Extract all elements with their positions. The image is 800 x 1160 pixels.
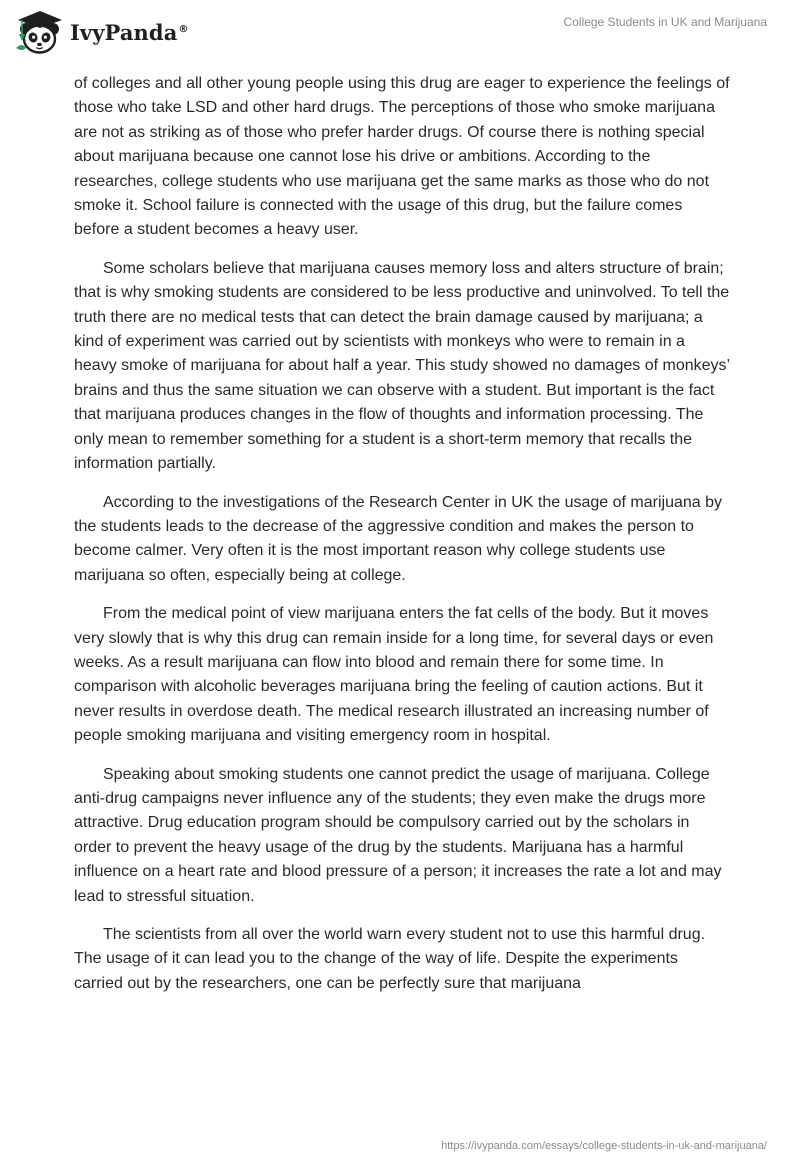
paragraph-6: The scientists from all over the world warn every student not to use this harmful drug. The usage of it can lead you to the change of the way of life. Despite the experiments carried out by the researchers, one can be perfectly sure that marijuana bbox=[74, 926, 706, 992]
panda-graduate-icon bbox=[14, 8, 66, 56]
logo-wordmark bbox=[70, 20, 189, 45]
document-title: College Students in UK and Marijuana bbox=[563, 15, 767, 29]
paragraph-1: of colleges and all other young people using this drug are eager to experience the feelings of those who take LSD and other hard drugs. The perceptions of those who smoke marijuana are not as striking as of those who prefer harder drugs. Of course there is nothing special about marijuana because one cannot lose his drive or ambitions. According to the researches, college students who use marijuana get the same marks as those who do not smoke it. School failure is connected with the usage of this drug, but the failure comes before a student becomes a heavy user. bbox=[74, 75, 730, 239]
source-url-link[interactable]: https://ivypanda.com/essays/college-students-in-uk-and-marijuana/ bbox=[441, 1140, 767, 1152]
ivypanda-logo[interactable] bbox=[14, 8, 189, 56]
page-header bbox=[0, 0, 800, 64]
paragraph-3: According to the investigations of the Research Center in UK the usage of marijuana by the students leads to the decrease of the aggressive condition and makes the person to become calmer. Very often it is the most important reason why college students use marijuana so often, especially being at college. bbox=[74, 493, 723, 584]
paragraph-4: From the medical point of view marijuana enters the fat cells of the body. But it moves very slowly that is why this drug can remain inside for a long time, for several days or even weeks. As a result marijuana can flow into blood and remain there for some time. In comparison with alcoholic beverages marijuana bring the feeling of caution actions. But it never results in overdose death. The medical research illustrated an increasing number of people smoking marijuana and visiting emergency room in hospital. bbox=[74, 605, 714, 745]
essay-body bbox=[74, 72, 730, 1010]
registered-mark: ® bbox=[178, 23, 189, 35]
logo-text: IvyPanda bbox=[70, 19, 178, 45]
paragraph-2: Some scholars believe that marijuana causes memory loss and alters structure of brain; that is why smoking students are considered to be less productive and uninvolved. To tell the truth there are no medical tests that can detect the brain damage caused by marijuana; a kind of experiment was carried out by scientists with monkeys who were to remain in a heavy smoke of marijuana for about half a year. This study showed no damages of monkeys’ brains and thus the same situation we can observe with a student. But important is the fact that marijuana produces changes in the flow of thoughts and information processing. The only mean to remember something for a student is a short-term memory that recalls the information partially. bbox=[74, 259, 730, 473]
paragraph-5: Speaking about smoking students one cannot predict the usage of marijuana. College anti-drug campaigns never influence any of the students; they even make the drugs more attractive. Drug education program should be compulsory carried out by the scholars in order to prevent the heavy usage of the drug by the students. Marijuana has a harmful influence on a heart rate and blood pressure of a person; it increases the rate a lot and may lead to stressful situation. bbox=[74, 765, 722, 905]
